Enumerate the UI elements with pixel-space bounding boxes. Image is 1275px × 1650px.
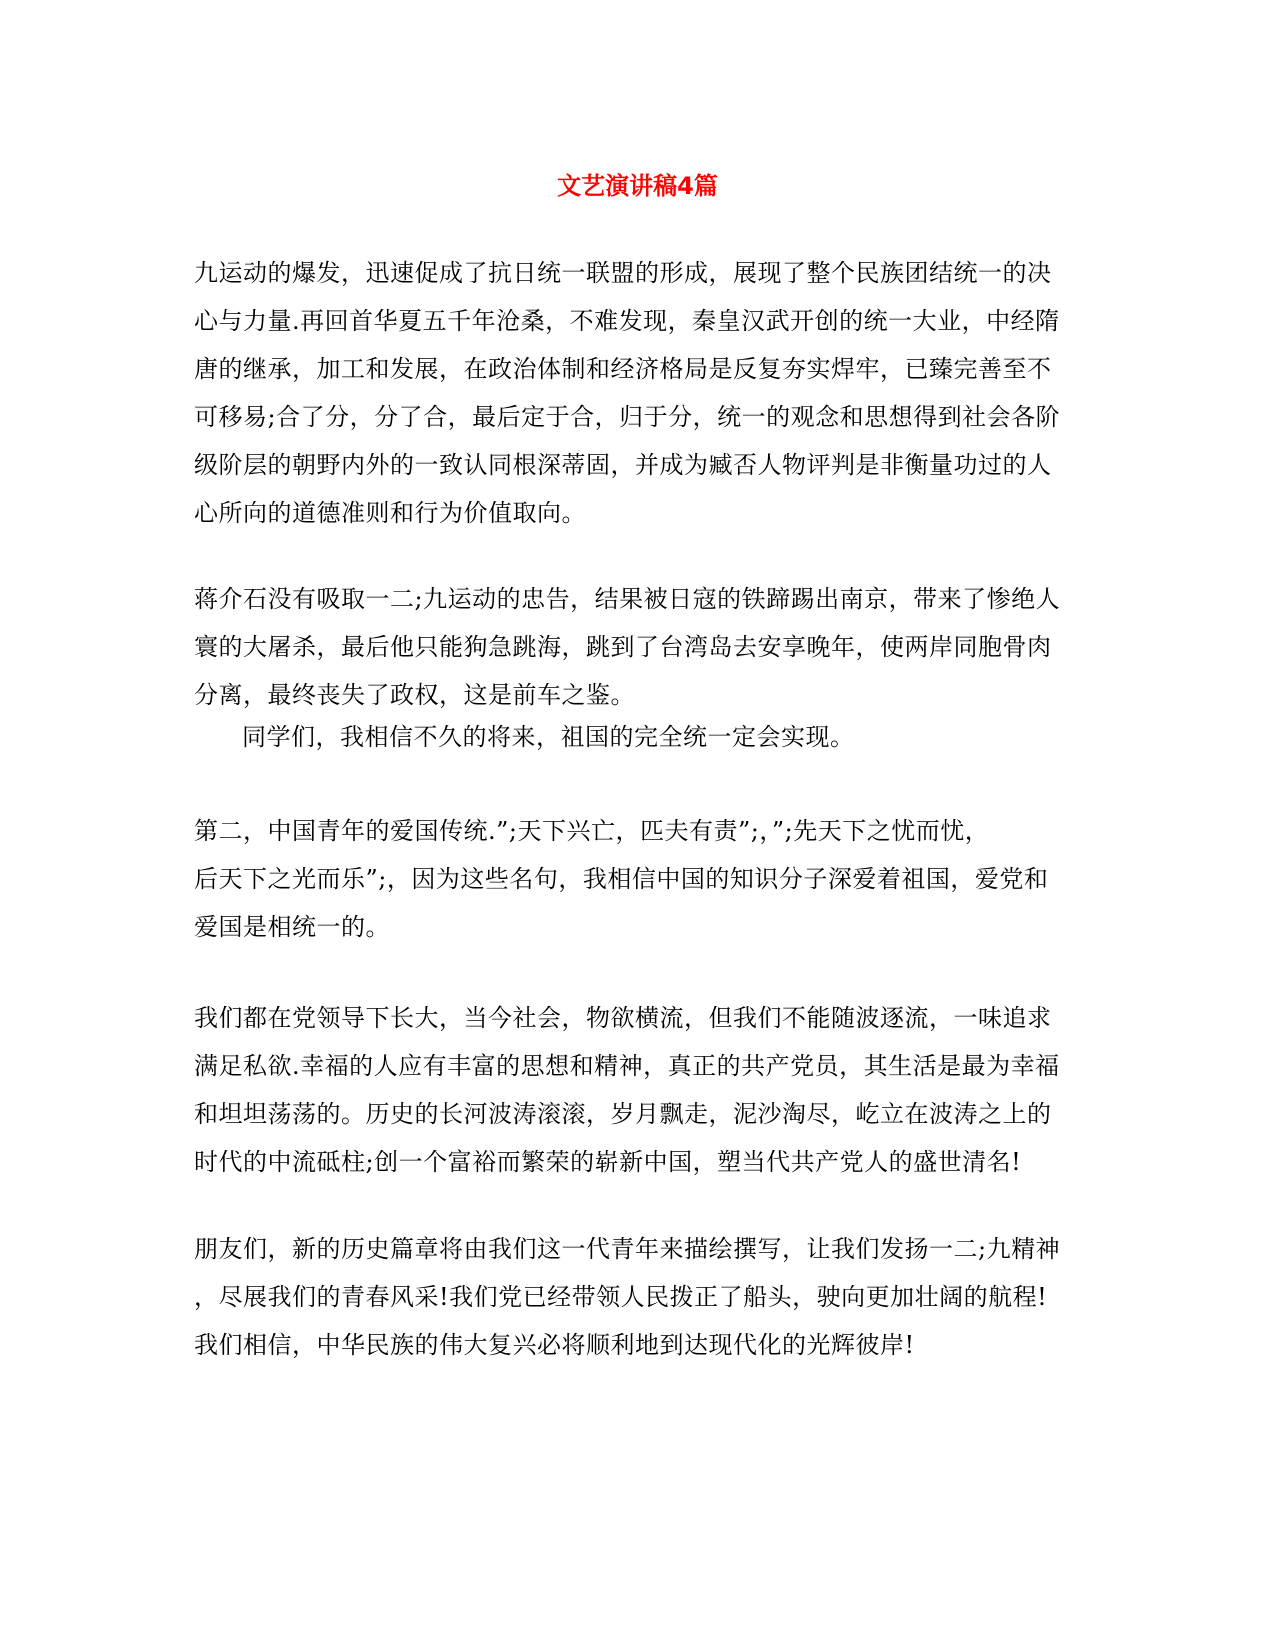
paragraph-line: ，尽展我们的青春风采!我们党已经带领人民拨正了船头，驶向更加壮阔的航程! <box>194 1283 1048 1311</box>
paragraph-line: 满足私欲.幸福的人应有丰富的思想和精神，真正的共产党员，其生活是最为幸福 <box>194 1052 1060 1080</box>
paragraph-line: 分离，最终丧失了政权，这是前车之鉴。 <box>194 681 635 709</box>
paragraph-6 <box>194 1225 1078 1369</box>
paragraph-line: 心所向的道德准则和行为价值取向。 <box>194 499 586 527</box>
paragraph-1 <box>194 249 1078 537</box>
document-title: 文艺演讲稿4篇 <box>557 172 718 200</box>
paragraph-3 <box>194 713 1078 761</box>
paragraph-line: 第二，中国青年的爱国传统.”;天下兴亡，匹夫有责”;，”;先天下之忧而忧， <box>194 817 990 845</box>
paragraph-line: 蒋介石没有吸取一二;九运动的忠告，结果被日寇的铁蹄踢出南京，带来了惨绝人 <box>194 585 1061 613</box>
paragraph-line: 级阶层的朝野内外的一致认同根深蒂固，并成为臧否人物评判是非衡量功过的人 <box>194 451 1052 479</box>
paragraph-line: 爱国是相统一的。 <box>194 913 390 941</box>
paragraph-line: 朋友们，新的历史篇章将由我们这一代青年来描绘撰写，让我们发扬一二;九精神 <box>194 1235 1061 1263</box>
paragraph-line: 九运动的爆发，迅速促成了抗日统一联盟的形成，展现了整个民族团结统一的决 <box>194 259 1052 287</box>
paragraph-line: 寰的大屠杀，最后他只能狗急跳海，跳到了台湾岛去安享晚年，使两岸同胞骨肉 <box>194 633 1052 661</box>
paragraph-line: 可移易;合了分，分了合，最后定于合，归于分，统一的观念和思想得到社会各阶 <box>194 403 1061 431</box>
paragraph-line: 我们都在党领导下长大，当今社会，物欲横流，但我们不能随波逐流，一味追求 <box>194 1004 1052 1032</box>
paragraph-5 <box>194 994 1078 1186</box>
paragraph-line: 时代的中流砥柱;创一个富裕而繁荣的崭新中国，塑当代共产党人的盛世清名! <box>194 1148 1022 1176</box>
paragraph-line: 后天下之光而乐”;，因为这些名句，我相信中国的知识分子深爱着祖国，爱党和 <box>194 865 1049 893</box>
paragraph-line: 唐的继承，加工和发展，在政治体制和经济格局是反复夯实焊牢，已臻完善至不 <box>194 355 1052 383</box>
paragraph-line: 我们相信，中华民族的伟大复兴必将顺利地到达现代化的光辉彼岸! <box>194 1331 915 1359</box>
paragraph-line: 同学们，我相信不久的将来，祖国的完全统一定会实现。 <box>242 723 855 751</box>
paragraph-line: 和坦坦荡荡的。历史的长河波涛滚滚，岁月飘走，泥沙淘尽，屹立在波涛之上的 <box>194 1100 1052 1128</box>
paragraph-line: 心与力量.再回首华夏五千年沧桑，不难发现，秦皇汉武开创的统一大业，中经隋 <box>194 307 1060 335</box>
paragraph-2 <box>194 575 1078 719</box>
paragraph-4 <box>194 807 1078 951</box>
